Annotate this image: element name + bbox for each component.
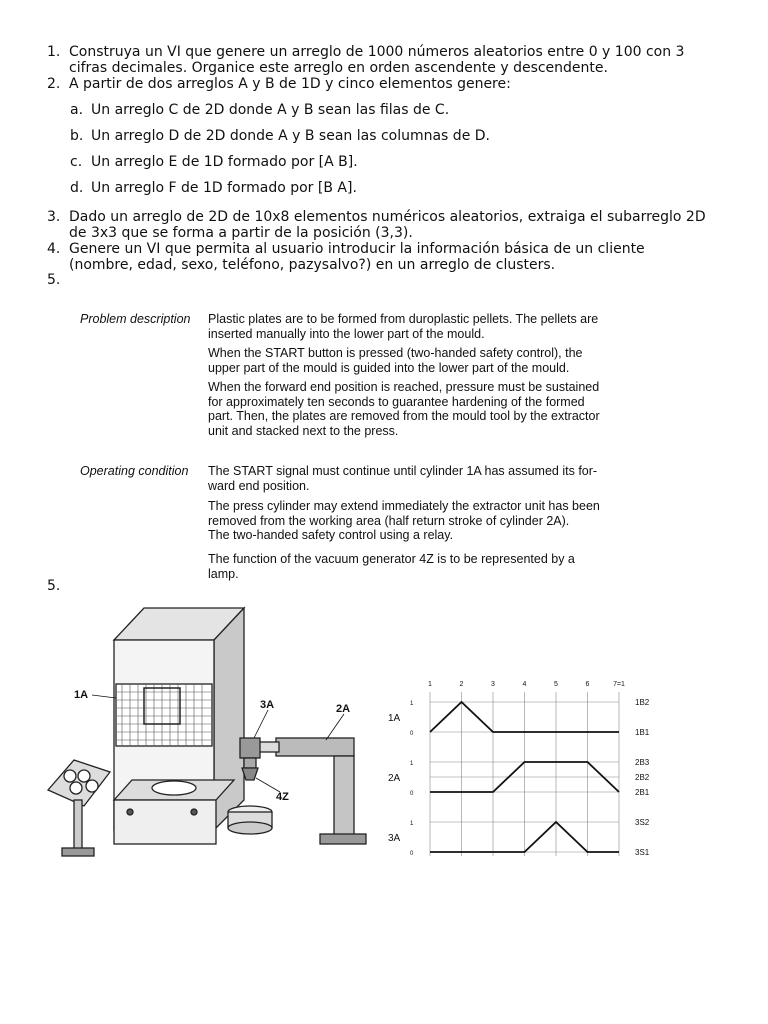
problem-description-label: Problem description (80, 312, 191, 326)
limit-switch-label: 2B1 (635, 788, 650, 797)
question-text-line: Dado un arreglo de 2D de 10x8 elementos numéricos aleatorios, extraiga el subarreglo 2D (69, 209, 706, 225)
description-line: ward end position. (208, 478, 310, 493)
subitem-text: Un arreglo E de 1D formado por [A B]. (91, 154, 358, 170)
description-line: lamp. (208, 566, 239, 581)
description-line: removed from the working area (half return stroke of cylinder 2A). (208, 513, 570, 528)
subitem-text: Un arreglo C de 2D donde A y B sean las filas de C. (91, 102, 450, 118)
description-line: When the START button is pressed (two-handed safety control), the (208, 346, 583, 360)
subitem-letter: a. (70, 102, 84, 118)
description-line: unit and stacked next to the press. (208, 423, 399, 438)
safety-mesh-guard (116, 684, 212, 746)
label-4z: 4Z (276, 791, 289, 803)
y-tick-label: 1 (410, 821, 414, 827)
question-number: 4. (47, 241, 61, 257)
subitem-letter: d. (70, 180, 84, 196)
x-tick-label: 6 (585, 681, 590, 688)
extractor-arm-2a (276, 738, 354, 756)
description-line: The two-handed safety control using a relay. (208, 528, 454, 542)
limit-switch-label: 2B2 (635, 773, 650, 782)
y-tick-label: 0 (410, 731, 414, 737)
subitem-letter: c. (70, 154, 83, 170)
label-3a: 3A (260, 699, 275, 711)
description-line: upper part of the mould is guided into the lower part of the mould. (208, 360, 570, 375)
label-2a: 2A (336, 703, 351, 715)
question-text-line: (nombre, edad, sexo, teléfono, pazysalvo?) en un arreglo de clusters. (69, 257, 556, 273)
description-line: The press cylinder may extend immediately the extractor unit has been (208, 499, 600, 513)
limit-switch-label: 1B2 (635, 698, 650, 707)
description-line: When the forward end position is reached, pressure must be sustained (208, 380, 600, 394)
description-line: part. Then, the plates are removed from the mould tool by the extractor (208, 409, 600, 423)
limit-switch-label: 2B3 (635, 758, 650, 767)
limit-switch-label: 3S1 (635, 848, 650, 857)
limit-switch-label: 3S2 (635, 818, 650, 827)
question-number: 5. (47, 272, 61, 288)
question-text-line: A partir de dos arreglos A y B de 1D y cinco elementos genere: (69, 76, 511, 92)
press-machine-illustration (44, 600, 374, 890)
description-line: The function of the vacuum generator 4Z is to be represented by a (208, 552, 575, 566)
question-text-line: cifras decimales. Organice este arreglo en orden ascendente y descendente. (69, 60, 608, 76)
subitem-text: Un arreglo D de 2D donde A y B sean las columnas de D. (91, 128, 490, 144)
y-tick-label: 0 (410, 791, 414, 797)
x-tick-label: 3 (491, 681, 495, 688)
x-tick-label: 7=1 (613, 681, 625, 688)
series-name: 1A (388, 713, 401, 724)
question-text-line: de 3x3 que se forma a partir de la posición (3,3). (69, 225, 413, 241)
label-1a: 1A (74, 689, 89, 701)
description-line: inserted manually into the lower part of the mould. (208, 326, 485, 341)
description-line: Plastic plates are to be formed from duroplastic pellets. The pellets are (208, 312, 599, 326)
y-tick-label: 1 (410, 701, 414, 707)
question-text-line: Construya un VI que genere un arreglo de 1000 números aleatorios entre 0 y 100 con 3 (69, 44, 685, 60)
subitem-text: Un arreglo F de 1D formado por [B A]. (91, 180, 357, 196)
question-text-line: Genere un VI que permita al usuario introducir la información básica de un cliente (69, 241, 645, 257)
subitem-letter: b. (70, 128, 84, 144)
x-tick-label: 4 (522, 681, 527, 688)
description-line: The START signal must continue until cylinder 1A has assumed its for- (208, 464, 598, 478)
limit-switch-label: 1B1 (635, 728, 650, 737)
y-tick-label: 1 (410, 761, 414, 767)
x-tick-label: 2 (459, 681, 464, 688)
x-tick-label: 5 (554, 681, 558, 688)
operating-condition-label: Operating condition (80, 464, 189, 478)
series-name: 2A (388, 773, 401, 784)
x-tick-label: 1 (428, 681, 432, 688)
question-number: 2. (47, 76, 61, 92)
question-number: 3. (47, 209, 61, 225)
displacement-step-diagram (380, 676, 660, 866)
description-line: for approximately ten seconds to guarantee hardening of the formed (208, 394, 585, 409)
question-number: 1. (47, 44, 61, 60)
series-name: 3A (388, 833, 401, 844)
y-tick-label: 0 (410, 851, 414, 857)
question-number: 5. (47, 578, 61, 594)
